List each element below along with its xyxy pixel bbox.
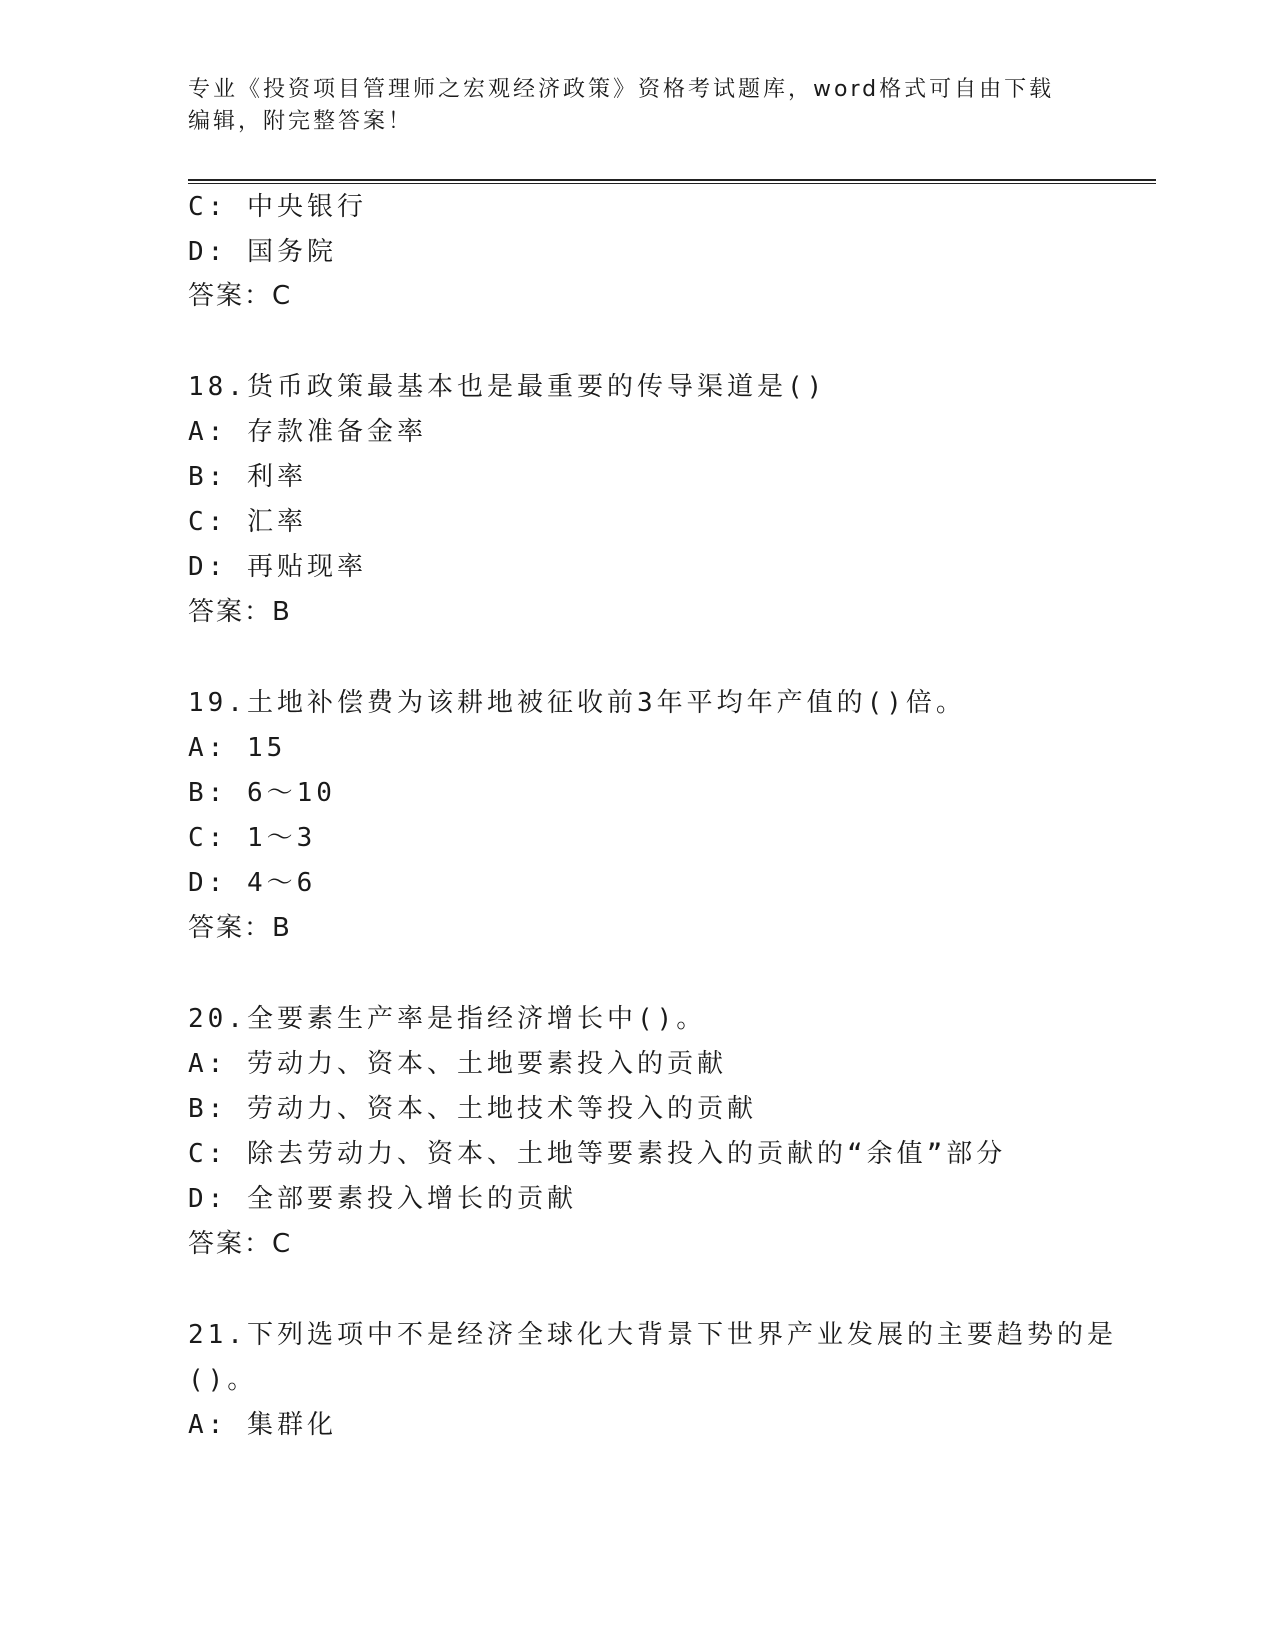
option-c: C: 1～3: [188, 823, 317, 853]
option-a: A: 劳动力、资本、土地要素投入的贡献: [188, 1049, 727, 1079]
question-21: 21.下列选项中不是经济全球化大背景下世界产业发展的主要趋势的是: [188, 1320, 1117, 1350]
option-a: A: 集群化: [188, 1410, 337, 1440]
option-c: C: 除去劳动力、资本、土地等要素投入的贡献的“余值”部分: [188, 1139, 1007, 1169]
option-d: D: 国务院: [188, 237, 337, 267]
option-a: A: 存款准备金率: [188, 417, 427, 447]
option-b: B: 劳动力、资本、土地技术等投入的贡献: [188, 1094, 757, 1124]
answer: 答案：B: [188, 597, 292, 627]
question-21-continuation: ()。: [188, 1365, 258, 1395]
question-18: 18.货币政策最基本也是最重要的传导渠道是(): [188, 372, 827, 402]
answer: 答案：B: [188, 913, 292, 943]
header-rule-thin: [188, 183, 1156, 184]
option-b: B: 利率: [188, 462, 307, 492]
option-d: D: 再贴现率: [188, 552, 367, 582]
document-header: 专业《投资项目管理师之宏观经济政策》资格考试题库，word格式可自由下载编辑，附完整答案！: [188, 77, 1055, 134]
answer: 答案：C: [188, 281, 293, 311]
answer: 答案：C: [188, 1229, 293, 1259]
question-19: 19.土地补偿费为该耕地被征收前3年平均年产值的()倍。: [188, 688, 966, 718]
option-c: C: 中央银行: [188, 192, 367, 222]
question-20: 20.全要素生产率是指经济增长中()。: [188, 1004, 707, 1034]
option-d: D: 全部要素投入增长的贡献: [188, 1184, 577, 1214]
header-rule-thick: [188, 179, 1156, 181]
option-d: D: 4～6: [188, 868, 317, 898]
option-c: C: 汇率: [188, 507, 307, 537]
option-b: B: 6～10: [188, 778, 336, 808]
option-a: A: 15: [188, 733, 287, 763]
